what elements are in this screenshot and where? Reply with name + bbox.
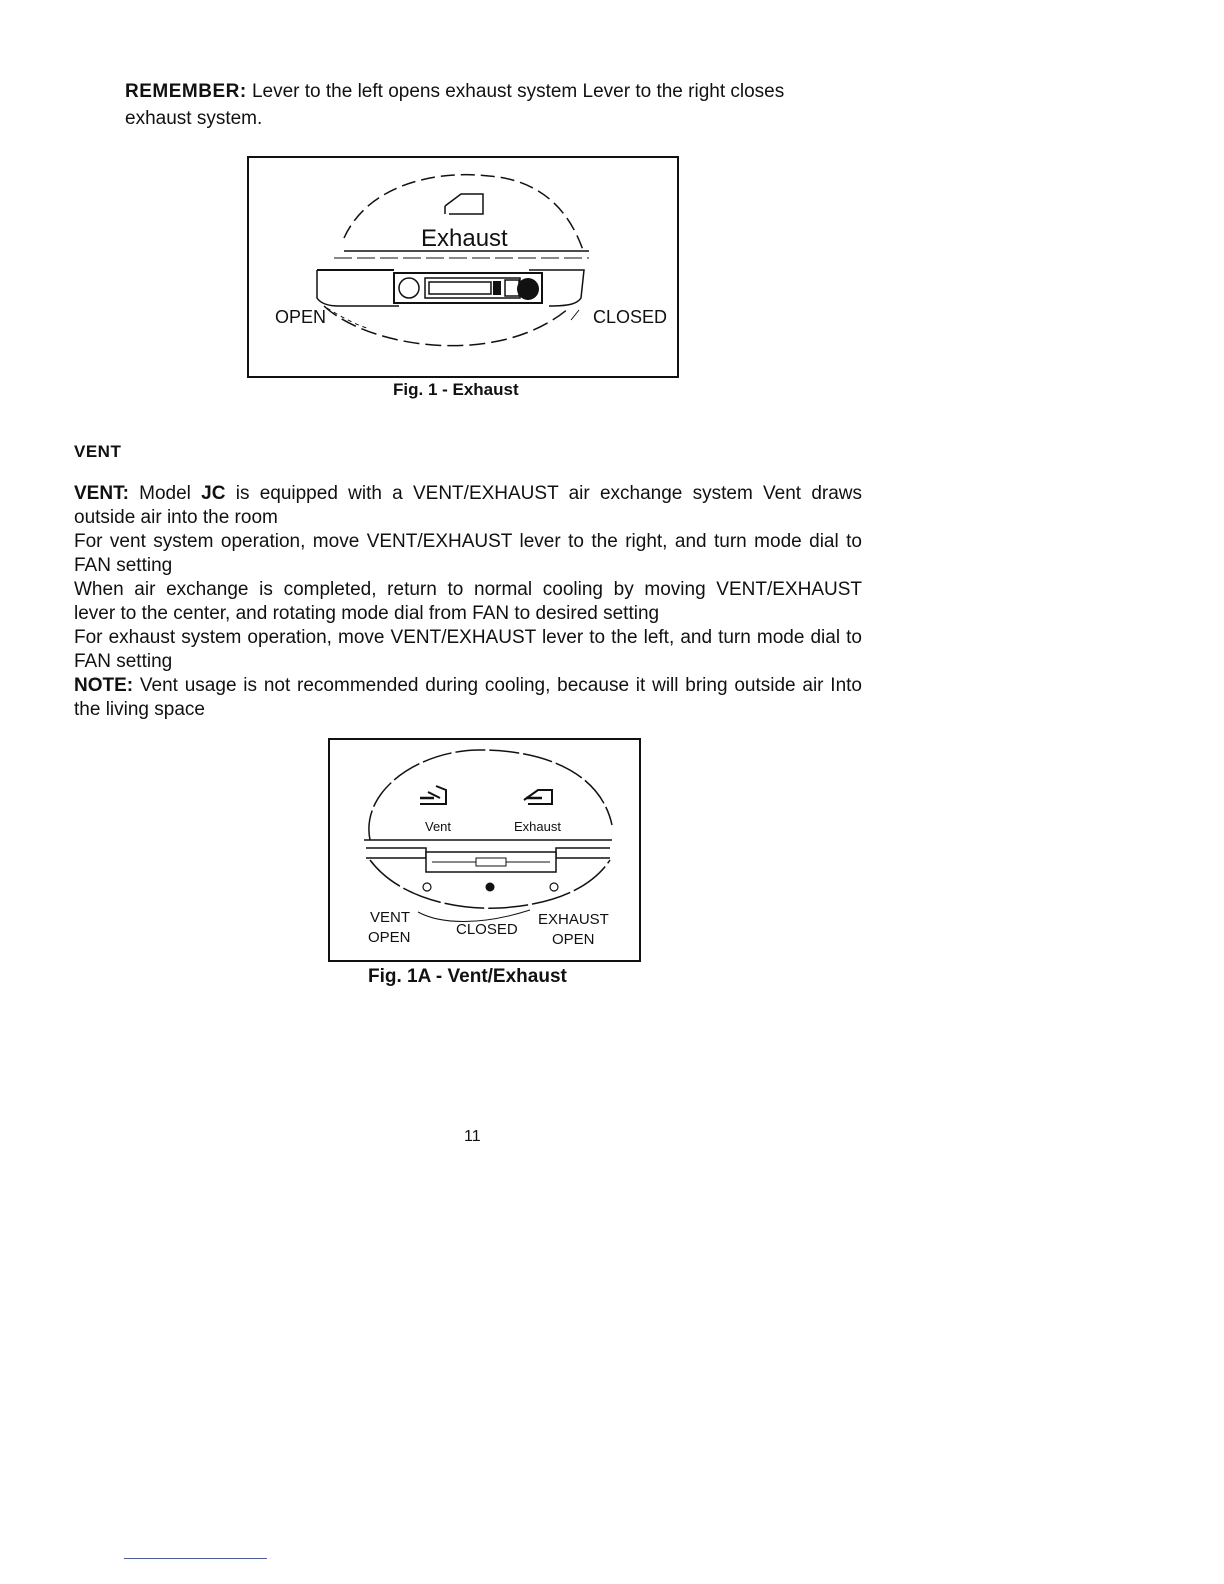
exhaust-arrow-icon — [524, 790, 552, 804]
open-position-marker — [399, 278, 419, 298]
page-number: 11 — [464, 1128, 481, 1145]
exhaust-open-label-line-2: OPEN — [552, 931, 595, 948]
fig1a-vent-label: Vent — [425, 819, 452, 834]
remember-text-1: Lever to the left opens exhaust system Lever to the right closes — [246, 81, 785, 102]
exhaust-arrow-icon — [445, 194, 483, 214]
closed-position-marker — [517, 278, 539, 300]
note-line-2: the living space — [74, 699, 205, 720]
exhaust-open-marker — [550, 883, 558, 891]
note-label: NOTE: — [74, 675, 134, 696]
fig1-exhaust-label: Exhaust — [421, 225, 508, 252]
vent-para-3-line-2: lever to the center, and rotating mode dial from FAN to desired setting — [74, 603, 660, 624]
vent-para-1-text-b: is equipped with a VENT/EXHAUST air exchange system Vent draws — [225, 483, 863, 504]
vent-arrow-icon — [420, 786, 446, 804]
vent-para-3-line-1: When air exchange is completed, return to normal cooling by moving VENT/EXHAUST — [74, 579, 862, 600]
figure-1a-drawing — [330, 740, 639, 960]
vent-heading: VENT — [74, 442, 122, 461]
closed-marker — [486, 883, 495, 892]
figure-1a-caption: Fig. 1A - Vent/Exhaust — [368, 966, 567, 987]
model-name: JC — [201, 483, 226, 504]
vent-para-2-line-2: FAN setting — [74, 555, 173, 576]
vent-para-4-line-1: For exhaust system operation, move VENT/EXHAUST lever to the left, and turn mode dial to — [74, 627, 862, 648]
figure-1-exhaust — [247, 156, 679, 378]
footer-rule — [124, 1558, 267, 1559]
vent-label: VENT: — [74, 483, 129, 504]
remember-label: REMEMBER: — [125, 81, 247, 102]
vent-para-1-line-1 — [74, 482, 862, 506]
fig1a-exhaust-label: Exhaust — [514, 819, 561, 834]
figure-1-drawing — [249, 158, 677, 376]
fig1a-closed-label: CLOSED — [456, 921, 518, 938]
vent-instructions — [74, 482, 862, 722]
remember-text-2: exhaust system. — [125, 108, 263, 129]
remember-note — [125, 78, 845, 132]
fig1-open-label: OPEN — [275, 307, 327, 327]
vent-open-label-line-2: OPEN — [368, 929, 411, 946]
vent-para-4-line-2: FAN setting — [74, 651, 173, 672]
exhaust-open-label-line-1: EXHAUST — [538, 911, 609, 928]
fig1-closed-label: CLOSED — [593, 307, 668, 327]
figure-1a-vent-exhaust — [328, 738, 641, 962]
vent-open-label-line-1: VENT — [370, 909, 411, 926]
vent-para-2-line-1: For vent system operation, move VENT/EXHAUST lever to the right, and turn mode dial to — [74, 531, 862, 552]
note-line-1 — [74, 674, 862, 698]
figure-1-caption: Fig. 1 - Exhaust — [393, 380, 519, 399]
vent-para-1-line-2: outside air into the room — [74, 507, 278, 528]
vent-open-marker — [423, 883, 431, 891]
note-text-1: Vent usage is not recommended during cooling, because it will bring outside air Into — [133, 675, 862, 696]
vent-para-1-text-a: Model — [128, 483, 202, 504]
